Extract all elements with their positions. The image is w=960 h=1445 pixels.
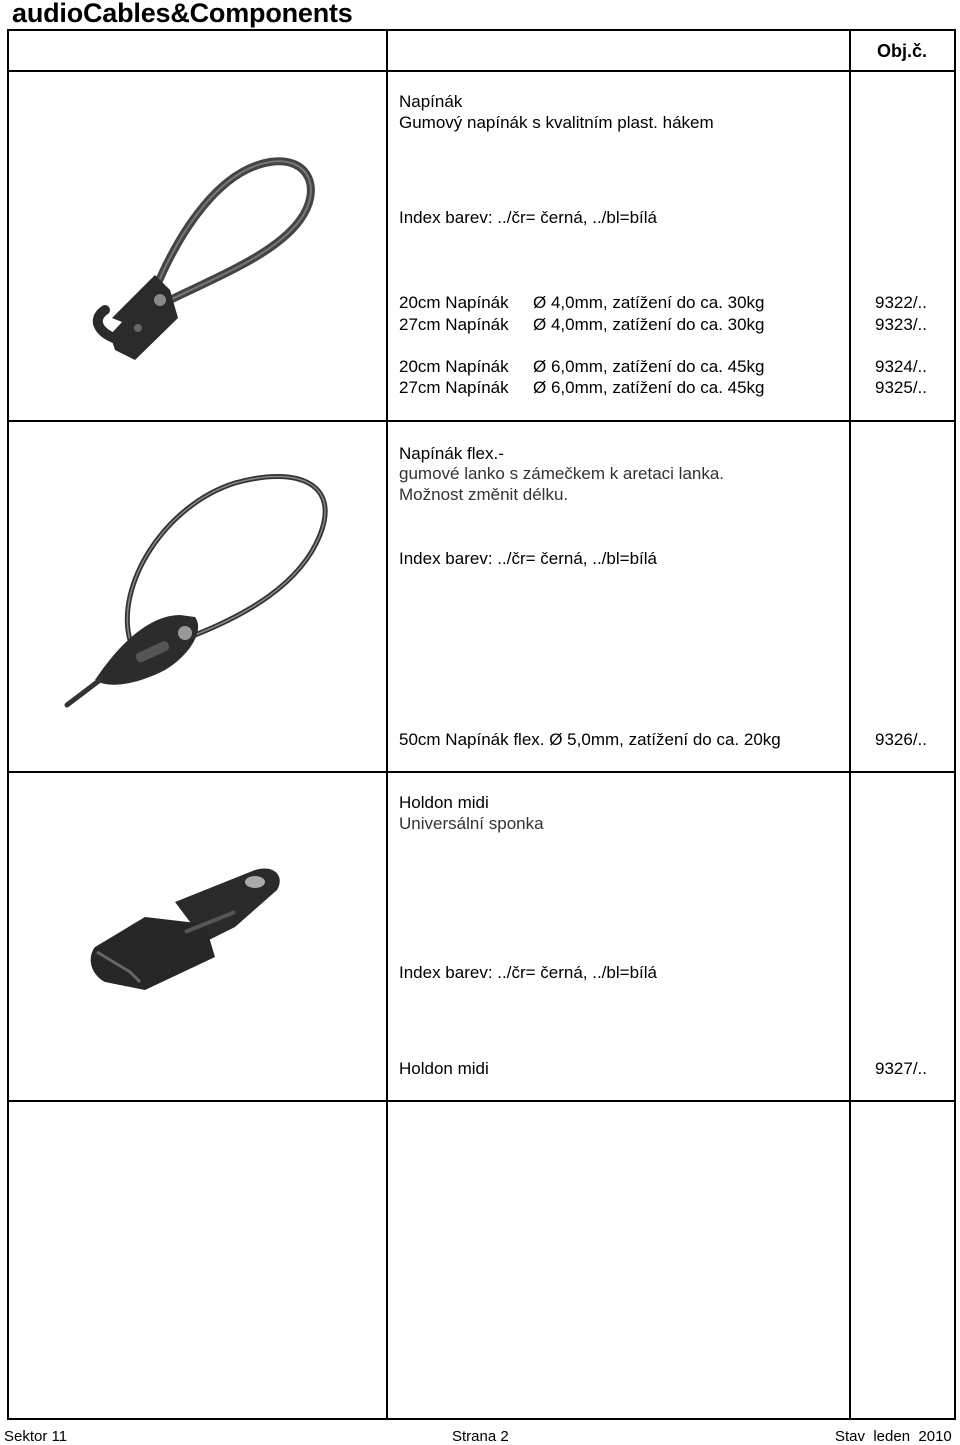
variant-code: 9325/.. [875,378,927,397]
color-index: Index barev: ../čr= černá, ../bl=bílá [399,208,657,227]
variant-name: 20cm Napínák [399,357,509,376]
variant-spec: Ø 4,0mm, zatížení do ca. 30kg [533,315,765,334]
footer-state: Stav leden 2010 [835,1428,952,1445]
variant-name: 27cm Napínák [399,315,509,334]
row-divider [9,420,954,422]
color-index: Index barev: ../čr= černá, ../bl=bílá [399,549,657,568]
product-description: Universální sponka [399,814,544,833]
variant-name: 50cm Napínák flex. Ø 5,0mm, zatížení do ca. 20kg [399,730,781,749]
footer-sector: Sektor 11 [4,1428,68,1445]
variant-code: 9324/.. [875,357,927,376]
row-divider [9,771,954,773]
column-divider [849,31,851,1418]
bungee-cord-lock-icon [55,465,345,715]
product-description: Gumový napínák s kvalitním plast. hákem [399,113,714,132]
brand-title: audioCables&Components [12,0,353,28]
variant-spec: Ø 6,0mm, zatížení do ca. 45kg [533,357,765,376]
variant-spec: Ø 4,0mm, zatížení do ca. 30kg [533,293,765,312]
variant-name: 27cm Napínák [399,378,509,397]
product-description: gumové lanko s zámečkem k aretaci lanka. [399,464,725,483]
product-title: Napínák [399,92,463,111]
footer-page: Strana 2 [452,1428,509,1445]
color-index: Index barev: ../čr= černá, ../bl=bílá [399,963,657,982]
variant-code: 9326/.. [875,730,927,749]
variant-code: 9327/.. [875,1059,927,1078]
variant-code: 9322/.. [875,293,927,312]
order-number-header: Obj.č. [877,41,928,61]
column-divider [386,31,388,1418]
variant-name: Holdon midi [399,1059,489,1078]
variant-spec: Ø 6,0mm, zatížení do ca. 45kg [533,378,765,397]
bungee-loop-hook-icon [60,150,330,375]
product-title: Napínák flex.- [399,444,504,463]
tarp-clip-icon [85,862,290,997]
variant-code: 9323/.. [875,315,927,334]
product-title: Holdon midi [399,793,489,812]
row-divider [9,1100,954,1102]
product-description: Možnost změnit délku. [399,485,569,504]
variant-name: 20cm Napínák [399,293,509,312]
row-divider [9,70,954,72]
